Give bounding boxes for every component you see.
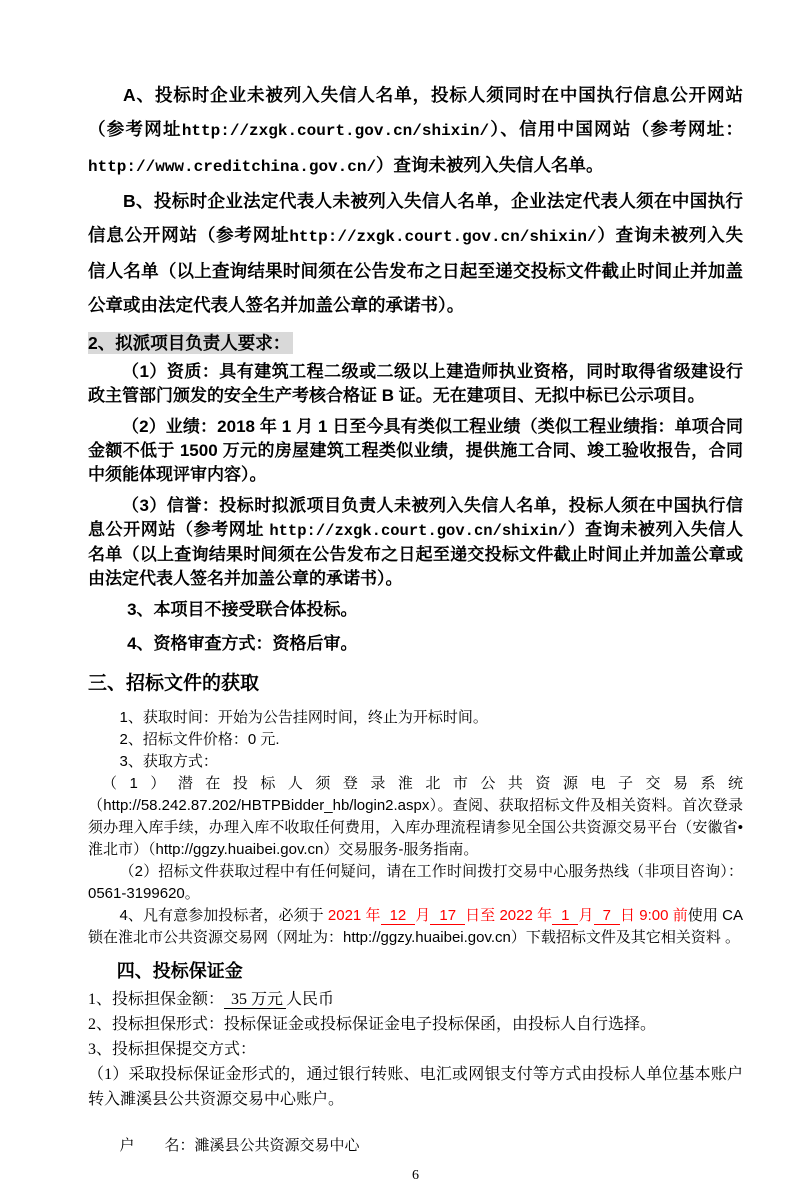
para-blacklist-company-text-2: ）、信用中国网站（参考网址：	[489, 119, 744, 139]
item-security-form: 2、投标担保形式：投标保证金或投标保证金电子投标保函，由投标人自行选择。	[88, 1016, 657, 1033]
item-document-price: 2、招标文件价格：0 元.	[119, 731, 280, 748]
deadline-month-label-2: 月	[578, 907, 594, 924]
heading-section-four: 四、投标保证金	[116, 961, 243, 981]
deadline-text-prefix: 4、凡有意参加投标者，必须于	[119, 907, 328, 924]
court-shixin-url-2: http://zxgk.court.gov.cn/shixin/	[289, 228, 597, 246]
deadline-month-end: 1	[552, 907, 578, 925]
account-name-value: 濉溪县公共资源交易中心	[194, 1138, 360, 1154]
deadline-day-end: 7	[594, 907, 620, 925]
item-reputation-text-1: （3）信誉：投标时拟派项目负责人未被列入失信人名单，投标人须在中国执行信息公开网站（参考网址	[88, 496, 743, 539]
para-blacklist-legal-rep	[88, 184, 743, 322]
section-other-items	[88, 598, 743, 656]
para-blacklist-company-text-3: ）查询未被列入失信人名单。	[376, 155, 604, 175]
item-security-submission: 3、投标担保提交方式：	[88, 1041, 257, 1058]
deadline-month-label-1: 月	[415, 907, 431, 924]
heading-section-three: 三、招标文件的获取	[88, 673, 260, 694]
item-security-transfer: （1）采取投标保证金形式的，通过银行转账、电汇或网银支付等方式由投标人单位基本账户转入濉溪县公共资源交易中心账户。	[88, 1066, 743, 1108]
account-name-line	[88, 1136, 743, 1156]
security-amount-label: 1、投标担保金额：	[88, 991, 225, 1008]
court-shixin-url-3: http://zxgk.court.gov.cn/shixin/	[269, 522, 567, 540]
para-blacklist-company	[88, 78, 743, 184]
section-bid-security	[88, 987, 743, 1112]
item-obtain-method-1-body: （http://58.242.87.202/HBTPBidder_hb/login2.aspx）。查阅、获取招标文件及相关资料。首次登录须办理入库手续，办理入库不收取任何费用，入库办理流程请参见全国公共资源交易平台（安徽省•淮北市）（http://ggzy.huaibei.gov.cn）交易服务-服务指南。	[88, 797, 743, 858]
security-amount-suffix: 人民币	[286, 991, 335, 1008]
deadline-month-start: 12	[381, 907, 416, 925]
item-hotline: （2）招标文件获取过程中有任何疑问，请在工作时间拨打交易中心服务热线（非项目咨询）：0561-3199620。	[88, 863, 743, 902]
deadline-text-suffix: 使用 CA 锁在淮北市公共资源交易网（网址为：http://ggzy.huaibei.gov.cn）下载招标文件及其它相关资料 。	[88, 907, 743, 946]
court-shixin-url: http://zxgk.court.gov.cn/shixin/	[181, 122, 490, 140]
item-no-consortium: 3、本项目不接受联合体投标。	[127, 600, 358, 619]
item-reputation	[88, 494, 743, 591]
deadline-day-start: 17	[430, 907, 465, 925]
item-obtain-method: 3、获取方式：	[119, 753, 218, 770]
page-number: 6	[412, 1168, 419, 1183]
account-name-label: 户 名：	[119, 1138, 195, 1154]
heading-project-manager-requirements-line	[88, 328, 743, 360]
deadline-time: 日 9:00 前	[619, 907, 688, 924]
para-blacklist-legal-rep-text-2: ）查询未被列入失信人名单（以上查询结果时间须在公告发布之日起至递交投标文件截止时间止并加盖公章或由法定代表人签名并加盖公章的承诺书）。	[88, 225, 743, 315]
heading-project-manager-requirements: 2、拟派项目负责人要求：	[88, 332, 293, 354]
item-security-amount	[88, 987, 743, 1012]
item-ca-lock-deadline	[88, 905, 743, 949]
security-amount-value: 35 万元	[224, 991, 286, 1009]
item-qualification-review: 4、资格审查方式：资格后审。	[127, 634, 358, 653]
item-performance: （2）业绩：2018 年 1 月 1 日至今具有类似工程业绩（类似工程业绩指：单项合同金额不低于 1500 万元的房屋建筑工程类似业绩，提供施工合同、竣工验收报告，合同中须能体现评审内容）。	[88, 417, 743, 484]
section-pm-requirement-items	[88, 360, 743, 591]
section-bidder-requirements	[88, 78, 743, 322]
deadline-to-year-end: 日至 2022 年	[465, 907, 553, 924]
para-blacklist-legal-rep-text-1: B、投标时企业法定代表人未被列入失信人名单，企业法定代表人须在中国执行信息公开网站（参考网址	[88, 191, 743, 245]
item-obtain-method-1-lead: （1）潜在投标人须登录淮北市公共资源电子交易系统	[102, 775, 743, 792]
item-qualification: （1）资质：具有建筑工程二级或二级以上建造师执业资格，同时取得省级建设行政主管部门颁发的安全生产考核合格证 B 证。无在建项目、无拟中标已公示项目。	[88, 362, 743, 405]
para-blacklist-company-text-1: A、投标时企业未被列入失信人名单，投标人须同时在中国执行信息公开网站（参考网址	[88, 85, 743, 139]
creditchina-url: http://www.creditchina.gov.cn/	[88, 158, 377, 176]
item-reputation-text-2: ）查询未被列入失信人名单（以上查询结果时间须在公告发布之日起至递交投标文件截止时间止并加盖公章或由法定代表人签名并加盖公章的承诺书）。	[88, 520, 743, 588]
item-obtain-time: 1、获取时间：开始为公告挂网时间，终止为开标时间。	[119, 709, 488, 726]
section-document-obtainment	[88, 707, 743, 949]
deadline-year-start: 2021 年	[327, 907, 381, 924]
